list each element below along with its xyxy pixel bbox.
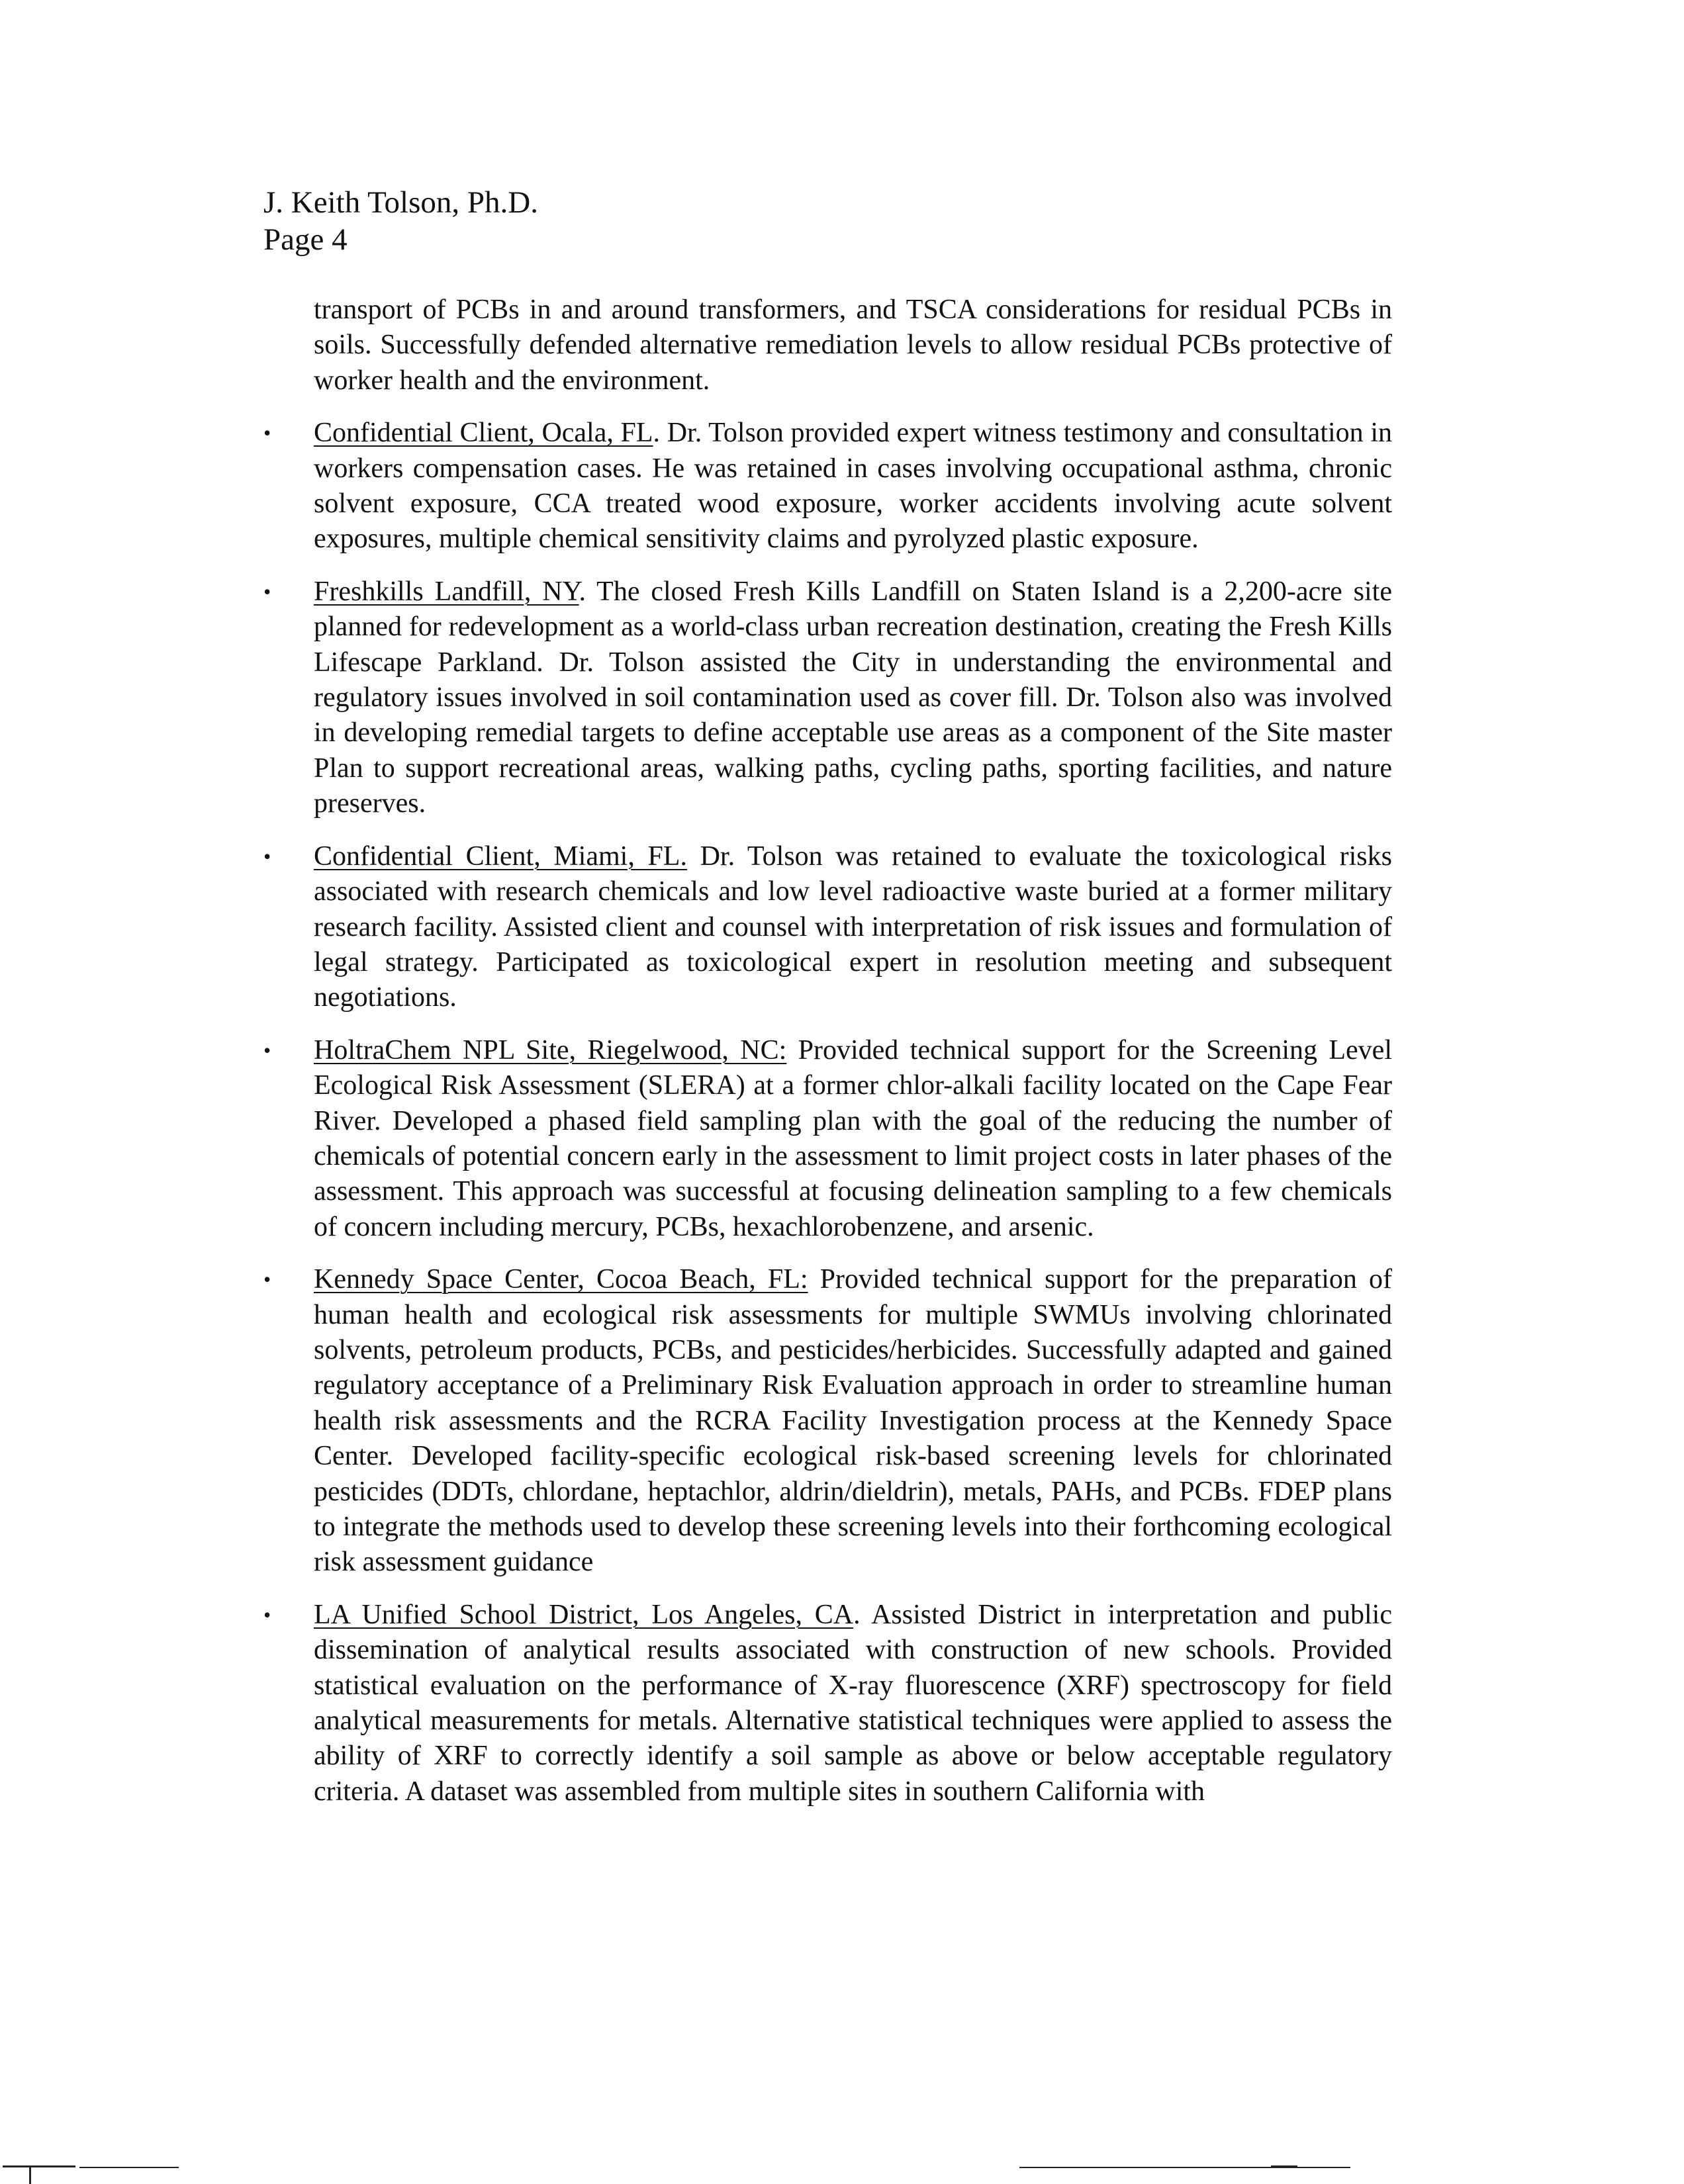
continuation-paragraph: transport of PCBs in and around transformers, and TSCA considerations for residual PCBs in soils. Successfully defended alternative remediation levels to allow residual PCBs protective of worker health and the environment. — [314, 295, 1392, 396]
project-title: Kennedy Space Center, Cocoa Beach, FL: — [314, 1264, 808, 1295]
scan-mark — [1019, 2167, 1350, 2168]
list-item-text — [314, 416, 1392, 557]
list-item-text — [314, 1033, 1392, 1245]
project-title: HoltraChem NPL Site, Riegelwood, NC: — [314, 1034, 787, 1066]
author-name: J. Keith Tolson, Ph.D. — [263, 185, 538, 220]
list-item-text — [314, 1598, 1392, 1809]
project-title: Freshkills Landfill, NY — [314, 576, 579, 607]
project-description: Dr. Tolson was retained to evaluate the toxicological risks associated with research chemicals and low level radioactive waste buried at a former military research facility. Assisted client and counsel with interpretation of risk issues and formulation of legal strategy. Participated as toxicological expert in resolution meeting and subsequent negotiations. — [314, 841, 1392, 1013]
project-description: . Dr. Tolson provided expert witness testimony and consultation in workers compensation cases. He was retained in cases involving occupational asthma, chronic solvent exposure, CCA treated wood exposure, worker accidents involving acute solvent exposures, multiple chemical sensitivity claims and pyrolyzed plastic exposure. — [314, 418, 1392, 555]
project-description: . Assisted District in interpretation and public dissemination of analytical results associated with construction of new schools. Provided statistical evaluation on the performance of X-ray fluorescence (XRF) spectroscopy for field analytical measurements for metals. Alternative statistical techniques were applied to assess the ability of XRF to correctly identify a soil sample as above or below acceptable regulatory criteria. A dataset was assembled from multiple sites in southern California with — [314, 1599, 1392, 1807]
project-title: LA Unified School District, Los Angeles, CA — [314, 1599, 854, 1630]
bullet-icon: • — [263, 1267, 271, 1292]
list-item — [263, 1033, 1392, 1245]
scan-artifacts — [0, 2159, 1684, 2184]
page-number: Page 4 — [263, 222, 348, 257]
bullet-icon: • — [263, 421, 271, 445]
list-item-text — [314, 1262, 1392, 1580]
document-body — [263, 293, 1392, 1809]
project-title: Confidential Client, Miami, FL. — [314, 841, 687, 872]
list-item — [263, 1262, 1392, 1580]
bullet-icon: • — [263, 579, 271, 604]
list-item — [263, 416, 1392, 557]
scan-mark — [3, 2165, 75, 2167]
bullet-icon: • — [263, 844, 271, 868]
list-item — [263, 839, 1392, 1016]
scan-mark — [79, 2167, 179, 2168]
list-item-text — [314, 574, 1392, 822]
list-item — [263, 574, 1392, 822]
project-description: Provided technical support for the Screening Level Ecological Risk Assessment (SLERA) at a former chlor-alkali facility located on the Cape Fear River. Developed a phased field sampling plan with the goal of the reducing the number of chemicals of potential concern early in the assessment to limit project costs in later phases of the assessment. This approach was successful at focusing delineation sampling to a few chemicals of concern including mercury, PCBs, hexachlorobenzene, and arsenic. — [314, 1034, 1392, 1242]
project-title: Confidential Client, Ocala, FL — [314, 418, 653, 449]
list-item — [263, 1598, 1392, 1809]
scan-mark — [29, 2167, 31, 2184]
project-description: Provided technical support for the preparation of human health and ecological risk assessments for multiple SWMUs involving chlorinated solvents, petroleum products, PCBs, and pesticides/herbicides. Successfully adapted and gained regulatory acceptance of a Preliminary Risk Evaluation approach in order to streamline human health risk assessments and the RCRA Facility Investigation process at the Kennedy Space Center. Developed facility-specific ecological risk-based screening levels for chlorinated pesticides (DDTs, chlordane, heptachlor, aldrin/dieldrin), metals, PAHs, and PCBs. FDEP plans to integrate the methods used to develop these screening levels into their forthcoming ecological risk assessment guidance — [314, 1264, 1392, 1578]
project-description: . The closed Fresh Kills Landfill on Staten Island is a 2,200-acre site planned for redevelopment as a world-class urban recreation destination, creating the Fresh Kills Lifescape Parkland. Dr. Tolson assisted the City in understanding the environmental and regulatory issues involved in soil contamination used as cover fill. Dr. Tolson also was involved in developing remedial targets to define acceptable use areas as a component of the Site master Plan to support recreational areas, walking paths, cycling paths, sporting facilities, and nature preserves. — [314, 576, 1392, 819]
list-item-text — [314, 839, 1392, 1016]
bullet-icon: • — [263, 1602, 271, 1627]
bullet-icon: • — [263, 1038, 271, 1062]
page-header — [263, 184, 538, 258]
scan-mark — [1271, 2165, 1297, 2167]
